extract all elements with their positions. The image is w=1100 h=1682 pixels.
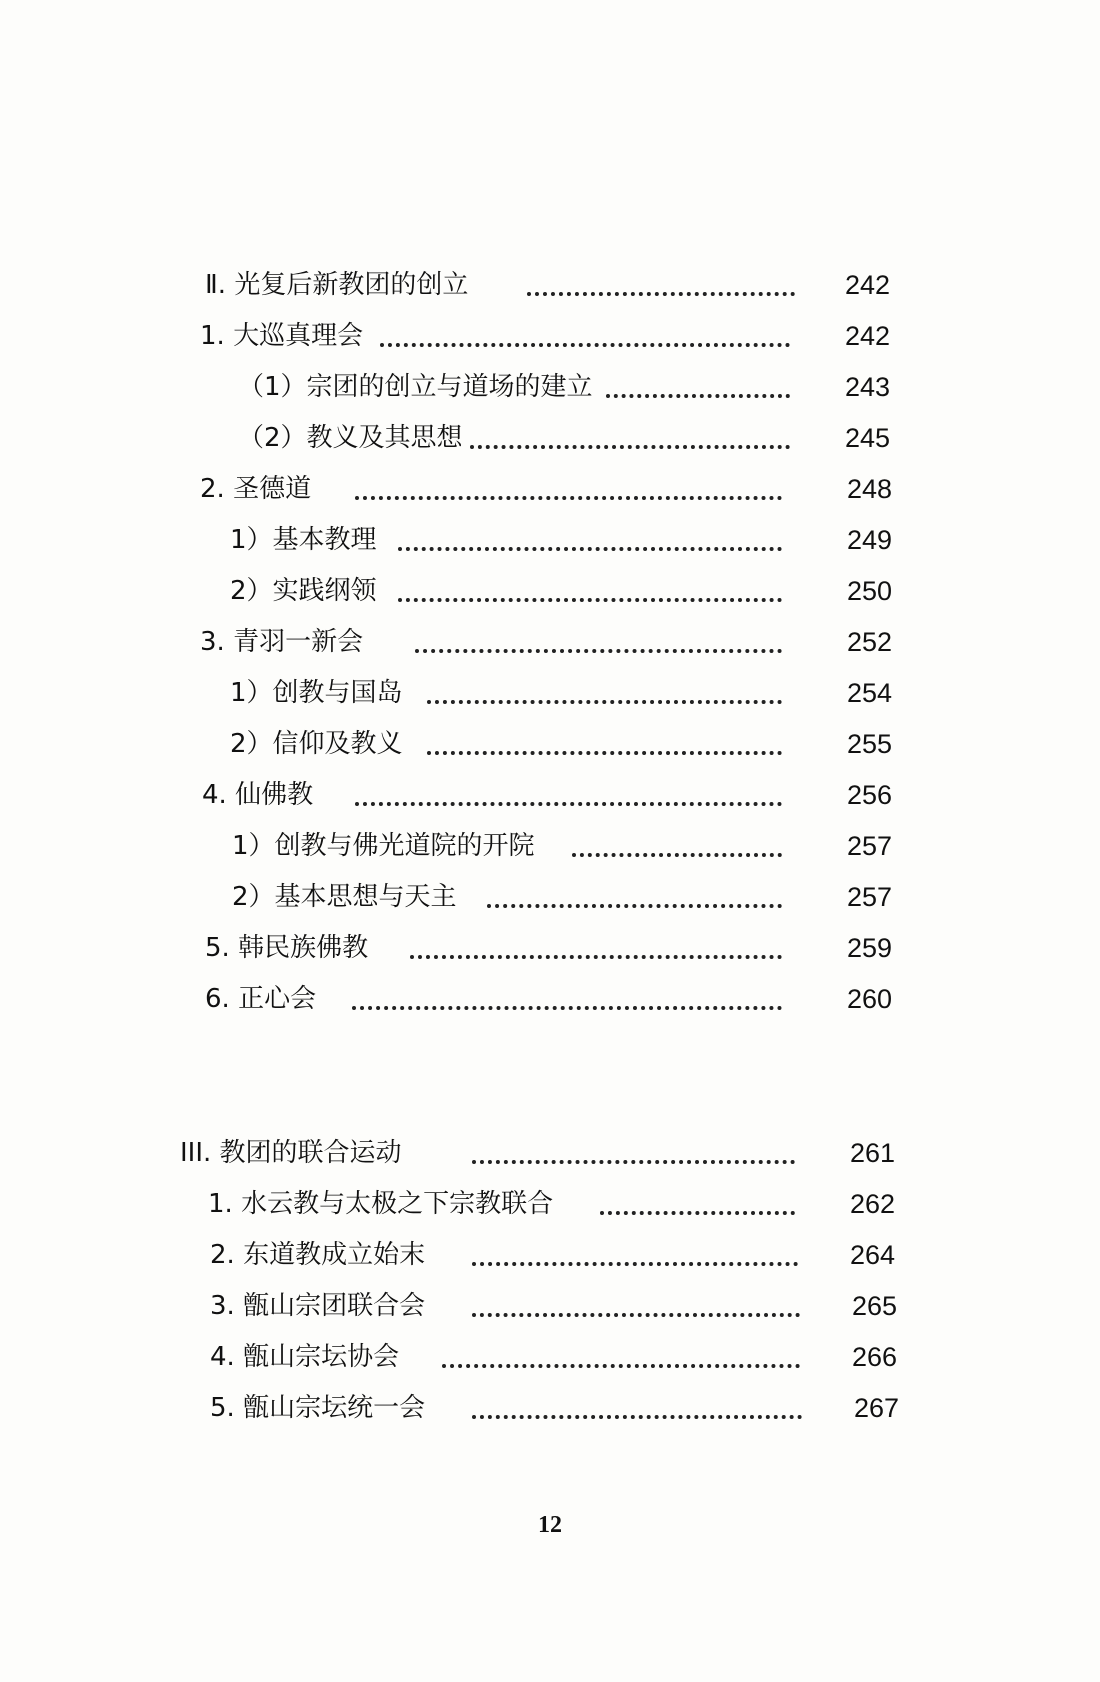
toc-leader bbox=[398, 547, 782, 551]
toc-item bbox=[238, 418, 895, 458]
toc-label: 3. 青羽一新会 bbox=[200, 627, 364, 657]
toc-leader bbox=[355, 802, 782, 806]
toc-page: 242 bbox=[844, 321, 890, 351]
toc-page: 250 bbox=[846, 576, 892, 606]
toc-page: 242 bbox=[844, 270, 890, 300]
toc-leader bbox=[410, 955, 782, 959]
toc-item bbox=[210, 1337, 902, 1377]
toc-page: 254 bbox=[846, 678, 892, 708]
toc-page: 266 bbox=[851, 1342, 897, 1372]
toc-leader bbox=[472, 1313, 800, 1317]
toc-item bbox=[205, 928, 897, 968]
toc-leader bbox=[380, 343, 790, 347]
toc-label: （2）教义及其思想 bbox=[238, 423, 463, 453]
page-number: 12 bbox=[538, 1512, 562, 1538]
toc-heading-section-3 bbox=[180, 1133, 900, 1173]
toc-page: 267 bbox=[853, 1393, 899, 1423]
toc-leader bbox=[352, 1006, 782, 1010]
toc-leader bbox=[472, 1415, 802, 1419]
toc-item bbox=[208, 1184, 900, 1224]
toc-leader bbox=[572, 853, 782, 857]
toc-label: 2）信仰及教义 bbox=[230, 729, 403, 759]
toc-page: 255 bbox=[846, 729, 892, 759]
toc-label: 6. 正心会 bbox=[205, 984, 317, 1014]
toc-item bbox=[230, 673, 897, 713]
toc-label: 3. 甑山宗团联合会 bbox=[210, 1291, 426, 1321]
toc-leader bbox=[606, 394, 790, 398]
toc-label: 1. 大巡真理会 bbox=[200, 321, 364, 351]
toc-page: 248 bbox=[846, 474, 892, 504]
toc-page: 261 bbox=[849, 1138, 895, 1168]
toc-page: 256 bbox=[846, 780, 892, 810]
toc-page: 249 bbox=[846, 525, 892, 555]
toc-item bbox=[202, 775, 897, 815]
toc-item bbox=[210, 1388, 904, 1428]
toc-item bbox=[230, 571, 897, 611]
toc-item bbox=[210, 1235, 900, 1275]
toc-page: 259 bbox=[846, 933, 892, 963]
toc-label: 5. 韩民族佛教 bbox=[205, 933, 369, 963]
toc-label: 2. 圣德道 bbox=[200, 474, 312, 504]
toc-leader bbox=[415, 649, 782, 653]
toc-leader bbox=[527, 292, 795, 296]
toc-item bbox=[232, 877, 897, 917]
toc-leader bbox=[427, 751, 782, 755]
toc-leader bbox=[355, 496, 782, 500]
toc-label: 2）实践纲领 bbox=[230, 576, 377, 606]
toc-page: 262 bbox=[849, 1189, 895, 1219]
toc-item bbox=[205, 979, 897, 1019]
toc-leader bbox=[472, 1262, 798, 1266]
toc-heading-section-2 bbox=[205, 265, 895, 305]
toc-label: Ⅱ. 光复后新教团的创立 bbox=[205, 270, 469, 300]
toc-leader bbox=[487, 904, 782, 908]
toc-label: 1）基本教理 bbox=[230, 525, 377, 555]
toc-item bbox=[232, 826, 897, 866]
toc-label: （1）宗团的创立与道场的建立 bbox=[238, 372, 593, 402]
toc-label: 4. 仙佛教 bbox=[202, 780, 314, 810]
toc-item bbox=[230, 724, 897, 764]
toc-label: 1）创教与佛光道院的开院 bbox=[232, 831, 535, 861]
toc-item bbox=[200, 469, 897, 509]
toc-label: 1）创教与国岛 bbox=[230, 678, 403, 708]
toc-leader bbox=[442, 1364, 800, 1368]
toc-label: 1. 水云教与太极之下宗教联合 bbox=[208, 1189, 554, 1219]
toc-leader bbox=[470, 445, 790, 449]
toc-item bbox=[238, 367, 895, 407]
toc-page: 245 bbox=[844, 423, 890, 453]
toc-page: 264 bbox=[849, 1240, 895, 1270]
toc-page: 265 bbox=[851, 1291, 897, 1321]
toc-item bbox=[230, 520, 897, 560]
toc-leader bbox=[600, 1211, 795, 1215]
toc-page: 257 bbox=[846, 831, 892, 861]
toc-item bbox=[210, 1286, 902, 1326]
toc-leader bbox=[427, 700, 782, 704]
toc-page: 243 bbox=[844, 372, 890, 402]
toc-page: 257 bbox=[846, 882, 892, 912]
toc-label: III. 教团的联合运动 bbox=[180, 1138, 402, 1168]
toc-page: 252 bbox=[846, 627, 892, 657]
toc-item bbox=[200, 316, 895, 356]
toc-label: 4. 甑山宗坛协会 bbox=[210, 1342, 400, 1372]
toc-label: 2）基本思想与天主 bbox=[232, 882, 457, 912]
toc-label: 5. 甑山宗坛统一会 bbox=[210, 1393, 426, 1423]
toc-leader bbox=[398, 598, 782, 602]
toc-label: 2. 东道教成立始末 bbox=[210, 1240, 426, 1270]
toc-item bbox=[200, 622, 897, 662]
toc-page: 260 bbox=[846, 984, 892, 1014]
toc-leader bbox=[472, 1160, 795, 1164]
